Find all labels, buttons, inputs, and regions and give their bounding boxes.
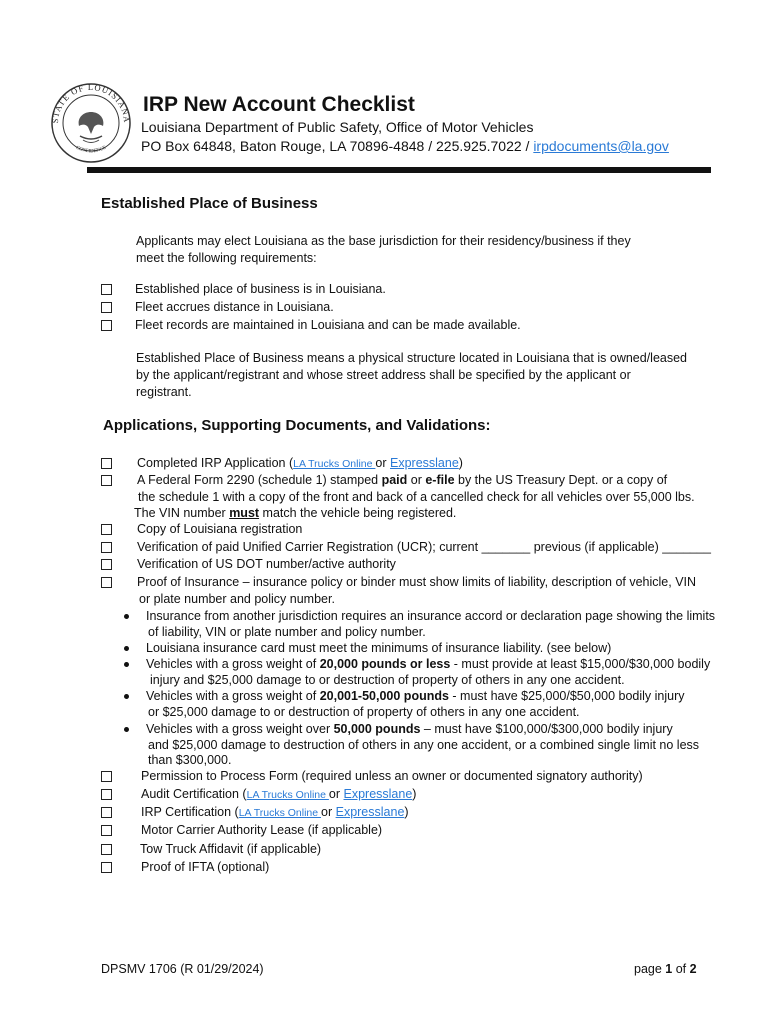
form-number: DPSMV 1706 (R 01/29/2024) [101, 962, 264, 976]
item-text: IRP Certification ( [141, 805, 239, 819]
checklist-item-label: Verification of US DOT number/active authority [137, 557, 396, 571]
checklist-item-label: Fleet records are maintained in Louisiana and can be made available. [135, 318, 521, 332]
item-text: ) [458, 456, 463, 470]
checkbox[interactable] [101, 284, 112, 295]
item-text-bold: e-file [425, 473, 455, 487]
checkbox[interactable] [101, 302, 112, 313]
checkbox[interactable] [101, 475, 112, 486]
la-trucks-online-link[interactable]: LA Trucks Online [293, 458, 376, 470]
bullet-icon [124, 646, 129, 651]
bullet-text: Insurance from another jurisdiction requires an insurance accord or declaration page showing the limits [146, 609, 716, 623]
item-text: or [407, 473, 426, 487]
definition-line: Established Place of Business means a physical structure located in Louisiana that is owned/leased [136, 351, 688, 365]
item-text: ) [404, 805, 409, 819]
item-continuation: of liability, VIN or plate number and policy number. [148, 625, 426, 639]
item-text: or [375, 456, 390, 470]
checkbox[interactable] [101, 844, 112, 855]
la-trucks-online-link[interactable]: LA Trucks Online [238, 807, 322, 819]
item-text: by the US Treasury Dept. or a copy of [454, 473, 668, 487]
checkbox[interactable] [101, 559, 112, 570]
item-continuation: and $25,000 damage to destruction of others in any one accident, or a combined single limit no less [148, 738, 700, 752]
page-label: page [634, 962, 666, 976]
checklist-item-label: Fleet accrues distance in Louisiana. [135, 300, 334, 314]
state-seal-logo [50, 82, 132, 164]
bullet-text [146, 721, 673, 738]
address-text: PO Box 64848, Baton Rouge, LA 70896-4848 / 225.925.7022 / [141, 138, 534, 154]
checklist-item-label: Permission to Process Form (required unless an owner or documented signatory authority) [141, 769, 643, 783]
checkbox[interactable] [101, 320, 112, 331]
checklist-item-label: Tow Truck Affidavit (if applicable) [140, 842, 322, 856]
item-text: – must have $100,000/$300,000 bodily injury [420, 722, 673, 736]
item-continuation: the schedule 1 with a copy of the front and back of a cancelled check for all vehicles over 55,000 lbs. [138, 490, 695, 504]
expresslane-link[interactable]: Expresslane [343, 787, 413, 801]
item-text: The VIN number [134, 506, 230, 520]
bullet-text: Louisiana insurance card must meet the minimums of insurance liability. (see below) [146, 641, 612, 655]
item-text: Audit Certification ( [141, 787, 247, 801]
definition-line: by the applicant/registrant and whose street address shall be specified by the applicant or [136, 368, 631, 382]
item-text: Completed IRP Application ( [137, 456, 294, 470]
bullet-icon [124, 727, 129, 732]
definition-line: registrant. [136, 385, 192, 399]
item-continuation: or plate number and policy number. [139, 592, 335, 606]
page-number [634, 962, 697, 976]
checklist-item-label: Proof of IFTA (optional) [141, 860, 270, 874]
checklist-item-label [141, 804, 409, 822]
checkbox[interactable] [101, 524, 112, 535]
checklist-item-label [137, 455, 463, 473]
bullet-icon [124, 662, 129, 667]
item-text: ) [412, 787, 417, 801]
item-text-bold: must [229, 506, 260, 520]
bullet-text [146, 688, 685, 705]
item-text-bold: 20,001-50,000 pounds [319, 689, 449, 703]
item-text: Vehicles with a gross weight over [146, 722, 334, 736]
item-continuation [134, 505, 456, 522]
checkbox[interactable] [101, 825, 112, 836]
checklist-item-label: Verification of paid Unified Carrier Registration (UCR); current _______ previous (if applicable) _______ [137, 540, 711, 554]
header-divider [87, 167, 711, 173]
la-trucks-online-link[interactable]: LA Trucks Online [246, 789, 329, 801]
page-title: IRP New Account Checklist [143, 93, 415, 116]
item-text: - must provide at least $15,000/$30,000 bodily [450, 657, 711, 671]
checkbox[interactable] [101, 542, 112, 553]
intro-line: Applicants may elect Louisiana as the base jurisdiction for their residency/business if they [136, 234, 631, 248]
definition-paragraph [136, 350, 687, 401]
item-text: or [328, 787, 344, 801]
contact-line [141, 138, 669, 154]
bullet-icon [124, 614, 129, 619]
bullet-text [146, 656, 710, 673]
item-text: Vehicles with a gross weight of [146, 657, 320, 671]
item-continuation: or $25,000 damage to or destruction of property of others in any one accident. [148, 705, 580, 719]
checklist-item-label: Proof of Insurance – insurance policy or binder must show limits of liability, description of vehicle, VIN [137, 575, 697, 589]
expresslane-link[interactable]: Expresslane [335, 805, 405, 819]
checklist-item-label: Motor Carrier Authority Lease (if applicable) [141, 823, 383, 837]
item-text-bold: 20,000 pounds or less [319, 657, 451, 671]
checkbox[interactable] [101, 577, 112, 588]
item-text: Vehicles with a gross weight of [146, 689, 320, 703]
item-continuation: injury and $25,000 damage to or destruction of property of others in any one accident. [150, 673, 625, 687]
page-total: 2 [689, 962, 697, 976]
checkbox[interactable] [101, 862, 112, 873]
checklist-item-label [137, 472, 667, 489]
checkbox[interactable] [101, 771, 112, 782]
item-text: - must have $25,000/$50,000 bodily injury [448, 689, 685, 703]
section-heading-place-of-business: Established Place of Business [101, 195, 318, 212]
checkbox[interactable] [101, 807, 112, 818]
expresslane-link[interactable]: Expresslane [390, 456, 459, 470]
item-text: A Federal Form 2290 (schedule 1) stamped [137, 473, 382, 487]
section-heading-applications: Applications, Supporting Documents, and Validations: [103, 417, 491, 434]
item-text-bold: paid [381, 473, 408, 487]
item-text-bold: 50,000 pounds [333, 722, 421, 736]
section1-intro [136, 233, 631, 267]
item-text: or [321, 805, 336, 819]
checkbox[interactable] [101, 458, 112, 469]
svg-text:STATE OF LOUISIANA: STATE OF LOUISIANA [50, 82, 132, 124]
page-current: 1 [665, 962, 673, 976]
bullet-icon [124, 694, 129, 699]
svg-text:CONFIDENCE: CONFIDENCE [74, 145, 108, 155]
item-continuation: than $300,000. [148, 753, 232, 767]
checklist-item-label: Established place of business is in Louisiana. [135, 282, 386, 296]
checklist-item-label [141, 786, 416, 804]
email-link[interactable]: irpdocuments@la.gov [533, 138, 669, 154]
agency-name: Louisiana Department of Public Safety, Office of Motor Vehicles [141, 119, 534, 135]
intro-line: meet the following requirements: [136, 251, 317, 265]
checklist-item-label: Copy of Louisiana registration [137, 522, 303, 536]
page-of: of [672, 962, 690, 976]
item-text: match the vehicle being registered. [259, 506, 457, 520]
checkbox[interactable] [101, 789, 112, 800]
